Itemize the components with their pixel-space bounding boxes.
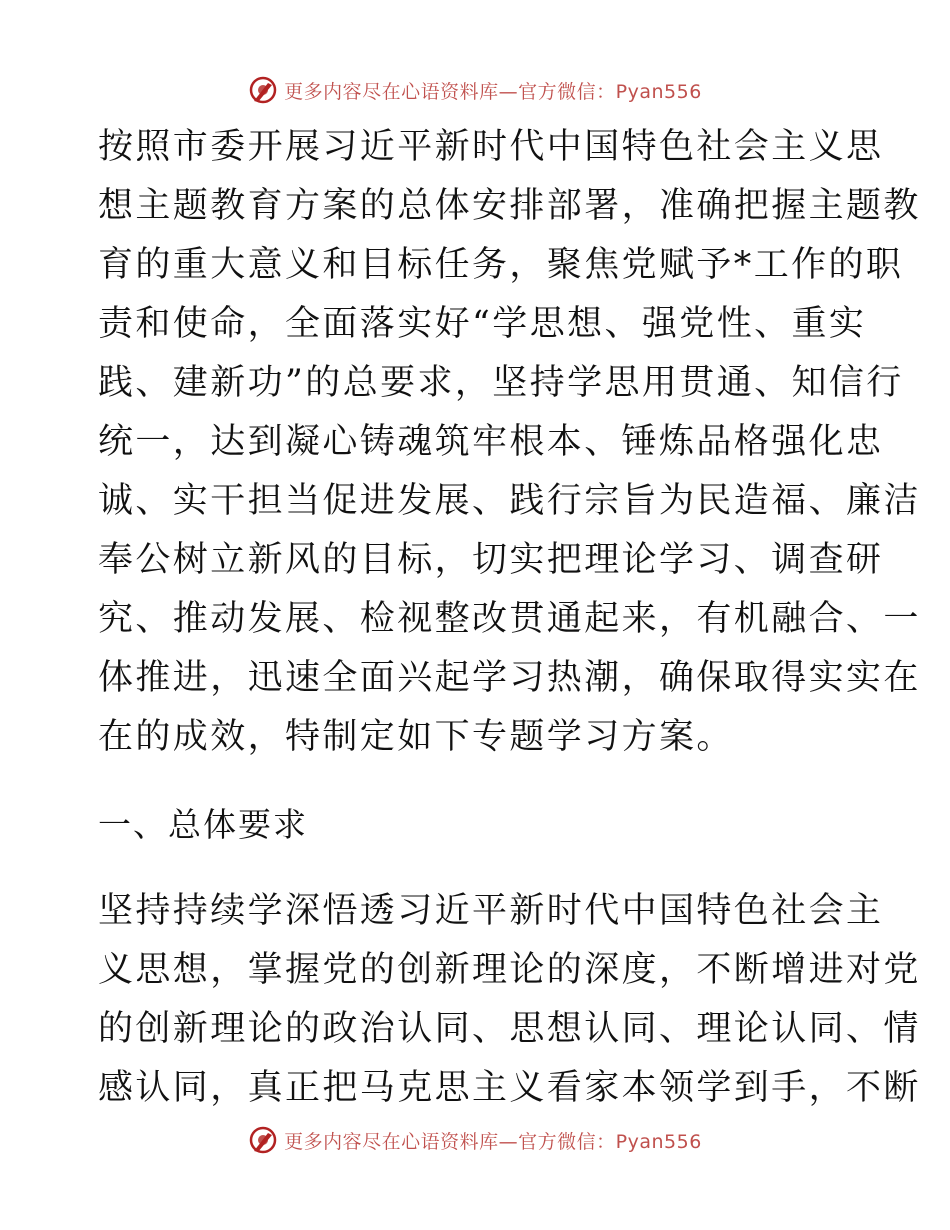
text-line: 育的重大意义和目标任务，聚焦党赋予*工作的职 (98, 245, 904, 285)
pen-logo-icon (248, 1125, 278, 1155)
text-line: 践、建新功”的总要求，坚持学思用贯通、知信行 (98, 363, 904, 403)
text-line: 究、推动发展、检视整改贯通起来，有机融合、一 (98, 599, 921, 639)
header-banner (0, 70, 950, 110)
text-line: 想主题教育方案的总体安排部署，准确把握主题教 (98, 186, 921, 226)
text-line: 体推进，迅速全面兴起学习热潮，确保取得实实在 (98, 658, 921, 698)
text-line: 的创新理论的政治认同、思想认同、理论认同、情 (98, 1009, 921, 1049)
paragraph-intro (98, 118, 921, 767)
text-line: 坚持持续学深悟透习近平新时代中国特色社会主 (98, 891, 884, 931)
text-line: 按照市委开展习近平新时代中国特色社会主义思 (98, 127, 884, 167)
document-body (98, 118, 921, 1118)
header-banner-text: 更多内容尽在心语资料库—官方微信：Pyan556 (284, 80, 702, 103)
text-line: 奉公树立新风的目标，切实把理论学习、调查研 (98, 540, 884, 580)
footer-banner (0, 1120, 950, 1160)
text-line: 统一，达到凝心铸魂筑牢根本、锤炼品格强化忠 (98, 422, 884, 462)
text-line: 义思想，掌握党的创新理论的深度，不断增进对党 (98, 950, 921, 990)
text-line: 感认同，真正把马克思主义看家本领学到手，不断 (98, 1068, 921, 1108)
pen-logo-icon (248, 75, 278, 105)
text-line: 在的成效，特制定如下专题学习方案。 (98, 717, 734, 757)
paragraph-requirements (98, 882, 921, 1118)
section-heading: 一、总体要求 (98, 805, 308, 844)
text-line: 诚、实干担当促进发展、践行宗旨为民造福、廉洁 (98, 481, 921, 521)
text-line: 责和使命，全面落实好“学思想、强党性、重实 (98, 304, 867, 344)
footer-banner-text: 更多内容尽在心语资料库—官方微信：Pyan556 (284, 1130, 702, 1153)
